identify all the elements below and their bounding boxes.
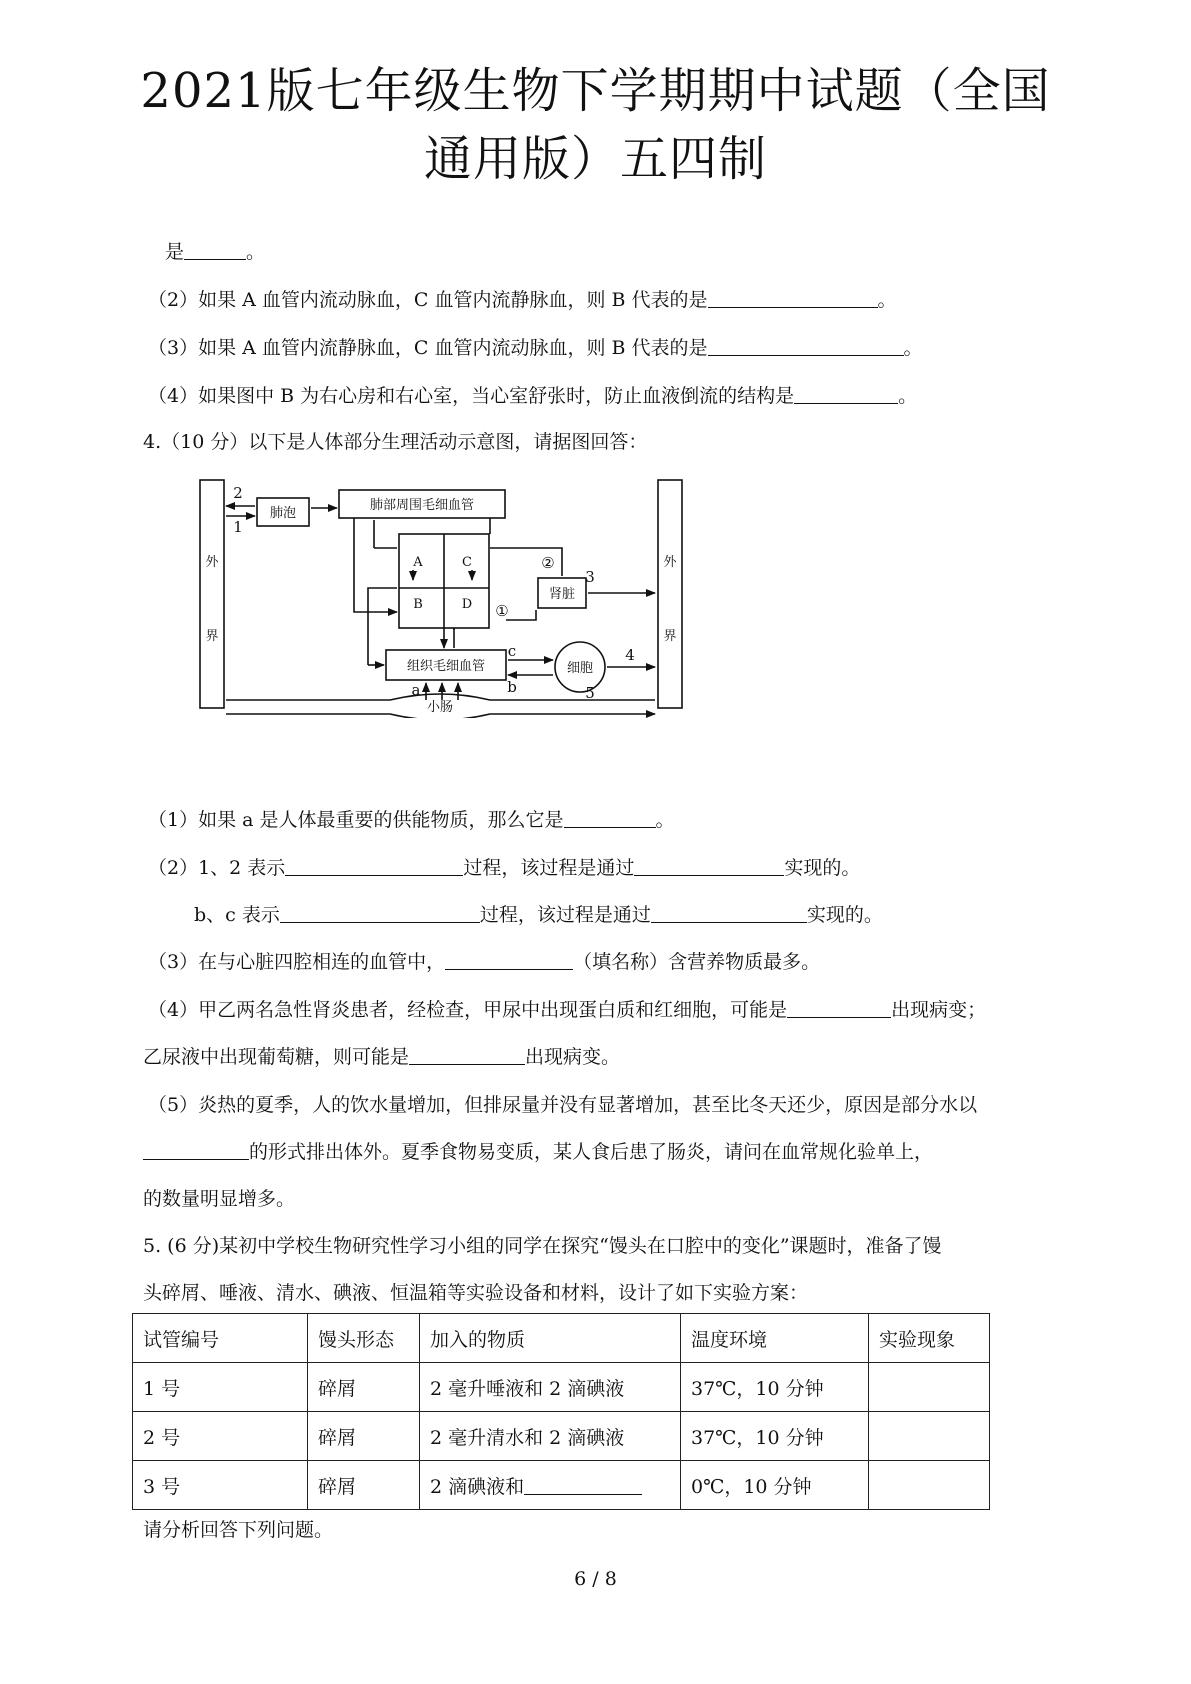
diagram-number-1: 1	[233, 518, 243, 536]
answer-blank[interactable]	[708, 287, 878, 308]
document-title-line2: 通用版）五四制	[423, 131, 767, 187]
q4-header: 4.（10 分）以下是人体部分生理活动示意图，请据图回答：	[143, 431, 648, 453]
q4-part3: （3）在与心脏四腔相连的血管中， （填名称）含营养物质最多。	[148, 951, 821, 973]
table-cell: 3 号	[133, 1461, 308, 1510]
table-header-cell: 实验现象	[869, 1314, 990, 1363]
q5-header-line2: 头碎屑、唾液、清水、碘液、恒温箱等实验设备和材料，设计了如下实验方案：	[143, 1282, 809, 1304]
physiology-diagram	[190, 470, 695, 718]
table-cell: 37℃，10 分钟	[681, 1363, 869, 1412]
diagram-letter-b: b	[507, 678, 517, 696]
table-cell: 碎屑	[308, 1412, 420, 1461]
table-header-row	[133, 1314, 990, 1363]
answer-blank[interactable]	[708, 335, 904, 356]
q4-part5c: 的数量明显增多。	[143, 1188, 296, 1210]
lung-capillary-label: 肺部周围毛细血管	[369, 498, 475, 513]
answer-blank[interactable]	[280, 902, 480, 923]
diagram-number-3: 3	[585, 568, 595, 586]
q4-part4a: （4）甲乙两名急性肾炎患者，经检查，甲尿中出现蛋白质和红细胞，可能是 出现病变；	[148, 999, 987, 1021]
diagram-number-4: 4	[625, 646, 635, 664]
table-header-cell: 馒头形态	[308, 1314, 420, 1363]
document-title-line1: 2021版七年级生物下学期期中试题（全国	[140, 63, 1051, 119]
diagram-letter-c: c	[507, 642, 517, 660]
table-cell: 碎屑	[308, 1461, 420, 1510]
table-row	[133, 1461, 990, 1510]
answer-blank[interactable]	[564, 807, 656, 828]
table-cell-result[interactable]	[869, 1363, 990, 1412]
answer-blank[interactable]	[285, 855, 463, 876]
alveoli-label: 肺泡	[269, 506, 297, 521]
outside-label-right-bottom: 界	[663, 629, 677, 644]
table-header-cell: 试管编号	[133, 1314, 308, 1363]
heart-chamber-b: B	[413, 597, 423, 612]
table-cell: 0℃，10 分钟	[681, 1461, 869, 1510]
tissue-capillary-label: 组织毛细血管	[406, 659, 486, 674]
table-header-cell: 加入的物质	[420, 1314, 681, 1363]
heart-chamber-c: C	[462, 555, 472, 570]
answer-blank[interactable]	[787, 997, 891, 1018]
q4-part1: （1）如果 a 是人体最重要的供能物质，那么它是 。	[148, 809, 675, 831]
q4-part4b: 乙尿液中出现葡萄糖，则可能是 出现病变。	[143, 1046, 621, 1068]
small-intestine-label: 小肠	[426, 700, 454, 715]
table-cell: 2 毫升清水和 2 滴碘液	[420, 1412, 681, 1461]
page-number: 6 / 8	[574, 1568, 617, 1590]
diagram-circle-1: ①	[495, 602, 509, 620]
outside-label-left-top: 外	[205, 555, 219, 570]
q3-part2: （2）如果 A 血管内流动脉血，C 血管内流静脉血，则 B 代表的是 。	[148, 289, 897, 311]
outside-wall-left	[200, 480, 224, 708]
outside-wall-right	[658, 480, 682, 708]
diagram-letter-a: a	[411, 681, 421, 699]
answer-blank[interactable]	[794, 383, 898, 404]
table-cell-result[interactable]	[869, 1461, 990, 1510]
table-row	[133, 1363, 990, 1412]
table-cell: 37℃，10 分钟	[681, 1412, 869, 1461]
outside-label-left-bottom: 界	[205, 629, 219, 644]
outside-label-right-top: 外	[663, 555, 677, 570]
cell-label: 细胞	[566, 661, 594, 676]
answer-blank[interactable]	[524, 1474, 642, 1495]
q4-part5b: 的形式排出体外。夏季食物易变质，某人食后患了肠炎，请问在血常规化验单上，	[143, 1138, 933, 1166]
q3-part4: （4）如果图中 B 为右心房和右心室，当心室舒张时，防止血液倒流的结构是 。	[148, 385, 918, 407]
experiment-table	[132, 1313, 990, 1510]
answer-blank[interactable]	[634, 855, 784, 876]
diagram-circle-2: ②	[541, 554, 555, 572]
table-cell: 2 毫升唾液和 2 滴碘液	[420, 1363, 681, 1412]
table-header-cell: 温度环境	[681, 1314, 869, 1363]
q4-part2a: （2）1、2 表示 过程，该过程是通过 实现的。	[148, 857, 861, 879]
answer-blank[interactable]	[651, 902, 807, 923]
diagram-number-2: 2	[233, 484, 243, 502]
table-cell-result[interactable]	[869, 1412, 990, 1461]
q4-part5a: （5）炎热的夏季，人的饮水量增加，但排尿量并没有显著增加，甚至比冬天还少，原因是部分水以	[148, 1094, 978, 1116]
answer-blank[interactable]	[184, 239, 246, 260]
table-cell: 2 滴碘液和	[420, 1461, 681, 1510]
table-row	[133, 1412, 990, 1461]
diagram-number-5: 5	[585, 684, 595, 702]
answer-blank[interactable]	[445, 949, 573, 970]
heart-chamber-d: D	[461, 597, 473, 612]
q3-continuation: 是 。	[165, 241, 266, 263]
table-cell: 2 号	[133, 1412, 308, 1461]
answer-blank[interactable]	[409, 1044, 525, 1065]
q4-part2b: b、c 表示 过程，该过程是通过 实现的。	[194, 904, 883, 926]
kidney-label: 肾脏	[548, 587, 576, 602]
heart-chamber-a: A	[413, 555, 423, 570]
q3-part3: （3）如果 A 血管内流静脉血，C 血管内流动脉血，则 B 代表的是 。	[148, 337, 923, 359]
table-cell: 1 号	[133, 1363, 308, 1412]
q5-header-line1: 5. (6 分)某初中学校生物研究性学习小组的同学在探究“馒头在口腔中的变化”课题时，准备了馒	[143, 1235, 942, 1257]
table-cell: 碎屑	[308, 1363, 420, 1412]
q5-footer: 请分析回答下列问题。	[143, 1519, 334, 1541]
answer-blank[interactable]	[143, 1139, 249, 1160]
